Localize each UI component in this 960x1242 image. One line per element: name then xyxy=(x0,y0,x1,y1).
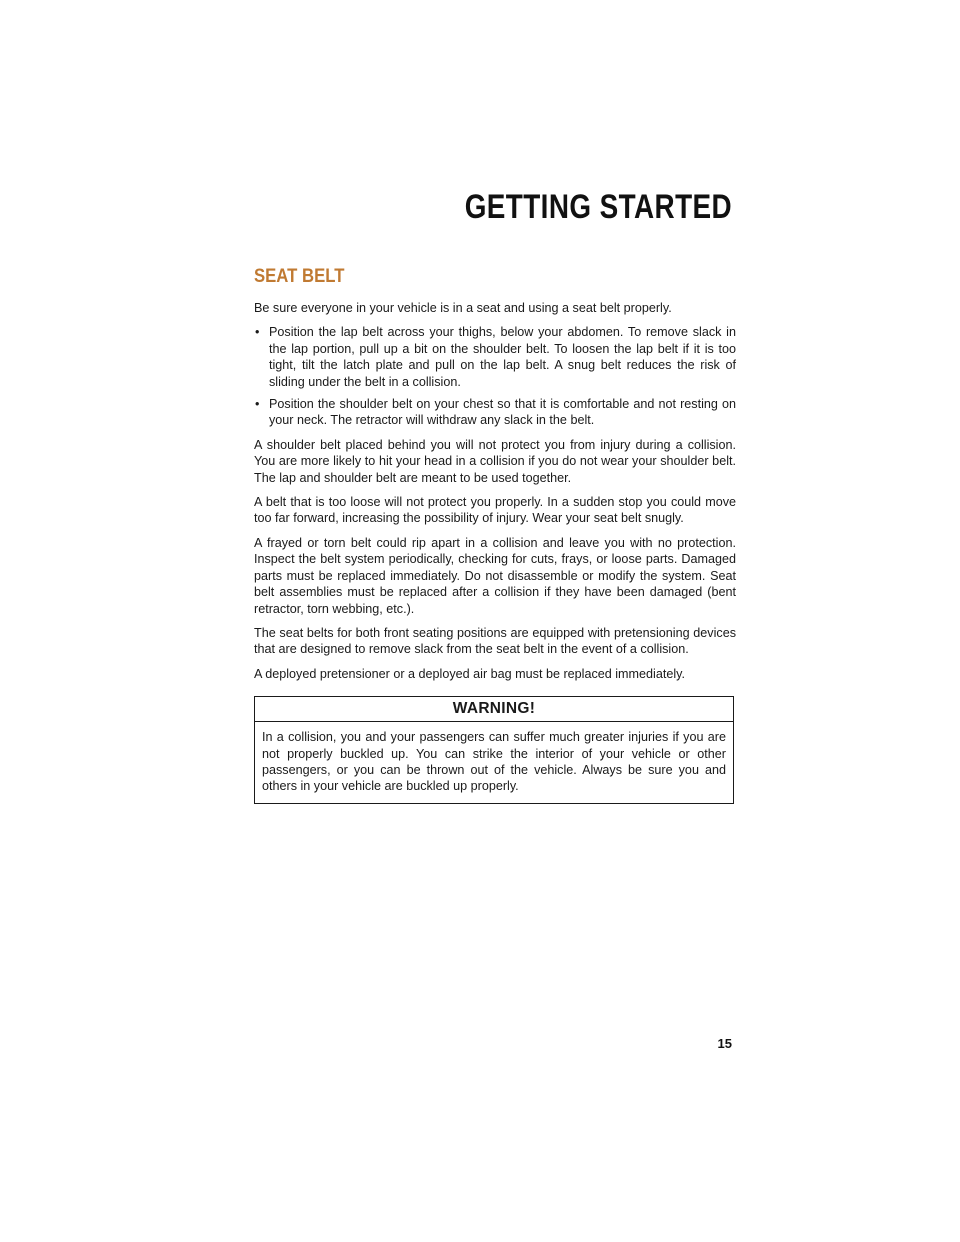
bullet-list xyxy=(254,324,736,428)
bullet-text: Position the lap belt across your thighs, below your abdomen. To remove slack in the lap portion, pull up a bit on the shoulder belt. To loosen the lap belt if it is too tight, tilt the latch plate and pull on the lap belt. A snug belt reduces the risk of sliding under the belt in a collision. xyxy=(269,325,736,389)
body-paragraph: A shoulder belt placed behind you will not protect you from injury during a collision. You are more likely to hit your head in a collision if you do not wear your shoulder belt. The lap and shoulder belt are meant to be used together. xyxy=(254,437,736,485)
bullet-icon: • xyxy=(255,325,260,340)
page-content xyxy=(254,266,736,804)
list-item xyxy=(254,324,736,390)
warning-text: In a collision, you and your passengers can suffer much greater injuries if you are not properly buckled up. You can strike the interior of your vehicle or other passengers, or you can be thrown out of the vehicle. Always be sure you and others in your vehicle are buckled up properly. xyxy=(262,730,726,794)
body-paragraph: A deployed pretensioner or a deployed air bag must be replaced immediately. xyxy=(254,666,686,681)
body-paragraph: A frayed or torn belt could rip apart in a collision and leave you with no protection. Inspect the belt system periodically, checking for cuts, frays, or loose parts. Damaged parts must be replaced immediately. Do not disassemble or modify the system. Seat belt assemblies must be replaced after a collision if they have been damaged (bent retractor, torn webbing, etc.). xyxy=(254,535,736,616)
bullet-text: Position the shoulder belt on your chest so that it is comfortable and not resting on your neck. The retractor will withdraw any slack in the belt. xyxy=(269,397,736,428)
intro-paragraph: Be sure everyone in your vehicle is in a seat and using a seat belt properly. xyxy=(254,301,672,315)
section-title: SEAT BELT xyxy=(254,266,345,287)
bullet-icon: • xyxy=(255,397,260,412)
page-number: 15 xyxy=(717,1036,732,1051)
body-paragraph: A belt that is too loose will not protect you properly. In a sudden stop you could move too far forward, increasing the possibility of injury. Wear your seat belt snugly. xyxy=(254,495,736,526)
warning-title: WARNING! xyxy=(255,697,733,722)
list-item xyxy=(254,396,736,429)
warning-box xyxy=(254,696,734,804)
page-section-header: GETTING STARTED xyxy=(464,188,732,226)
body-paragraph: The seat belts for both front seating positions are equipped with pretensioning devices that are designed to remove slack from the seat belt in the event of a collision. xyxy=(254,625,736,657)
